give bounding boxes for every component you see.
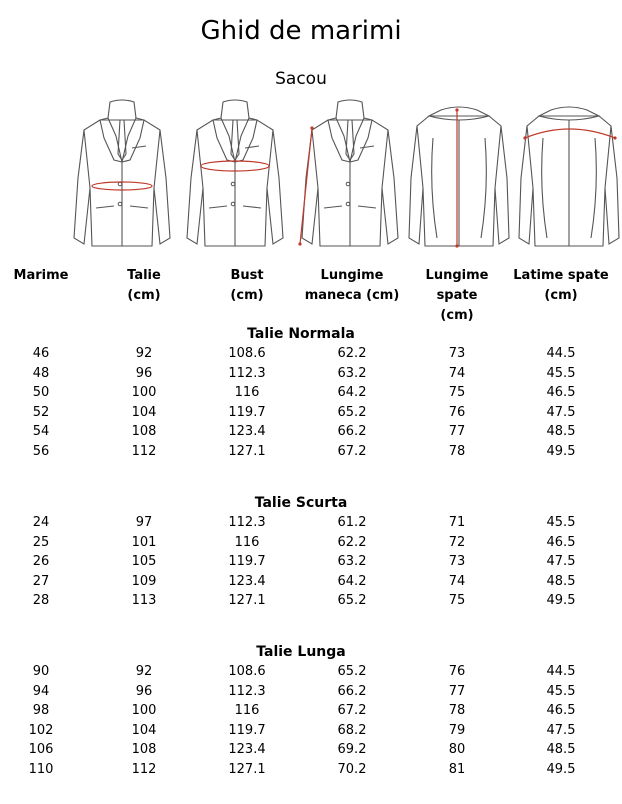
column-header-line: Lungime <box>320 268 384 283</box>
column-header <box>92 266 196 306</box>
table-cell: 44.5 <box>546 346 576 361</box>
column-header-line: (cm) <box>230 288 264 303</box>
table-cell: 127.1 <box>228 593 266 609</box>
page-subtitle: Sacou <box>275 69 327 89</box>
table-cell: 47.5 <box>546 404 576 420</box>
table-cell: 123.4 <box>228 424 266 440</box>
table-cell: 127.1 <box>228 762 266 777</box>
table-cell: 48.5 <box>546 742 576 758</box>
table-cell: 54 <box>32 424 50 440</box>
table-cell: 100 <box>131 703 157 719</box>
table-cell: 71 <box>448 515 466 530</box>
table-cell: 26 <box>32 554 50 570</box>
column-header-line: (cm) <box>440 308 474 323</box>
table-cell: 44.5 <box>546 664 576 679</box>
column-header <box>509 266 613 306</box>
table-cell: 27 <box>32 573 50 589</box>
table-cell: 61.2 <box>337 515 367 530</box>
table-row <box>0 760 622 779</box>
table-cell: 116 <box>234 534 260 550</box>
table-cell: 49.5 <box>546 444 576 459</box>
jacket-sleeve-figure <box>298 98 408 250</box>
table-cell: 112 <box>131 444 157 459</box>
table-cell: 67.2 <box>337 444 367 459</box>
table-cell: 108.6 <box>228 664 266 679</box>
table-cell: 28 <box>32 593 50 609</box>
table-cell: 119.7 <box>228 554 266 570</box>
table-cell: 112.3 <box>228 515 266 530</box>
table-cell: 112.3 <box>228 365 266 381</box>
table-row <box>0 422 622 441</box>
table-cell: 48.5 <box>546 424 576 440</box>
table-row <box>0 721 622 740</box>
table-cell: 46 <box>32 346 50 361</box>
table-cell: 62.2 <box>337 346 367 361</box>
section-title: Talie Scurta <box>254 495 348 511</box>
table-cell: 96 <box>135 683 153 699</box>
table-cell: 98 <box>32 703 50 719</box>
table-row <box>0 662 622 681</box>
table-cell: 49.5 <box>546 762 576 777</box>
table-cell: 75 <box>448 385 466 401</box>
section-title: Talie Normala <box>247 326 355 342</box>
table-row <box>0 591 622 610</box>
table-cell: 45.5 <box>546 515 576 530</box>
table-cell: 100 <box>131 385 157 401</box>
table-cell: 116 <box>234 385 260 401</box>
table-cell: 104 <box>131 404 157 420</box>
table-cell: 97 <box>135 515 153 530</box>
table-cell: 67.2 <box>337 703 367 719</box>
table-cell: 63.2 <box>337 554 367 570</box>
table-cell: 52 <box>32 404 50 420</box>
table-cell: 47.5 <box>546 722 576 738</box>
table-row <box>0 383 622 402</box>
table-cell: 64.2 <box>337 385 367 401</box>
table-cell: 66.2 <box>337 683 367 699</box>
table-cell: 101 <box>131 534 157 550</box>
table-cell: 77 <box>448 424 466 440</box>
table-cell: 110 <box>28 762 54 777</box>
table-cell: 90 <box>32 664 50 679</box>
table-cell: 75 <box>448 593 466 609</box>
table-cell: 65.2 <box>337 664 367 679</box>
column-header-line: (cm) <box>544 288 578 303</box>
section-title: Talie Lunga <box>256 644 346 660</box>
jacket-illustrations <box>70 98 610 250</box>
table-cell: 70.2 <box>337 762 367 777</box>
table-cell: 127.1 <box>228 444 266 459</box>
table-cell: 46.5 <box>546 703 576 719</box>
table-cell: 104 <box>131 722 157 738</box>
table-cell: 108.6 <box>228 346 266 361</box>
column-header-line: Bust <box>230 268 264 283</box>
table-cell: 113 <box>131 593 157 609</box>
table-cell: 109 <box>131 573 157 589</box>
table-cell: 108 <box>131 424 157 440</box>
table-row <box>0 513 622 532</box>
table-cell: 76 <box>448 664 466 679</box>
table-cell: 66.2 <box>337 424 367 440</box>
table-row <box>0 572 622 591</box>
table-cell: 108 <box>131 742 157 758</box>
table-cell: 92 <box>135 664 153 679</box>
column-header-line: Latime spate <box>513 268 609 283</box>
table-cell: 69.2 <box>337 742 367 758</box>
table-cell: 79 <box>448 722 466 738</box>
table-cell: 56 <box>32 444 50 459</box>
table-cell: 112.3 <box>228 683 266 699</box>
table-cell: 77 <box>448 683 466 699</box>
table-cell: 96 <box>135 365 153 381</box>
table-cell: 25 <box>32 534 50 550</box>
column-header-line: Talie <box>127 268 161 283</box>
table-row <box>0 682 622 701</box>
table-cell: 62.2 <box>337 534 367 550</box>
table-cell: 49.5 <box>546 593 576 609</box>
table-row <box>0 552 622 571</box>
table-cell: 47.5 <box>546 554 576 570</box>
table-cell: 119.7 <box>228 404 266 420</box>
table-cell: 76 <box>448 404 466 420</box>
table-cell: 65.2 <box>337 404 367 420</box>
table-cell: 72 <box>448 534 466 550</box>
table-cell: 46.5 <box>546 534 576 550</box>
table-cell: 45.5 <box>546 365 576 381</box>
table-cell: 119.7 <box>228 722 266 738</box>
column-header-line: Marime <box>13 268 69 283</box>
column-header <box>0 266 93 286</box>
column-header <box>300 266 404 306</box>
table-cell: 46.5 <box>546 385 576 401</box>
table-cell: 78 <box>448 444 466 459</box>
column-header <box>405 266 509 326</box>
table-row <box>0 364 622 383</box>
column-header-line: (cm) <box>127 288 161 303</box>
table-cell: 48 <box>32 365 50 381</box>
table-cell: 123.4 <box>228 573 266 589</box>
table-row <box>0 344 622 363</box>
table-cell: 65.2 <box>337 593 367 609</box>
page-title: Ghid de marimi <box>200 16 402 46</box>
table-cell: 63.2 <box>337 365 367 381</box>
table-cell: 48.5 <box>546 573 576 589</box>
jacket-back-length-figure <box>405 98 515 250</box>
table-row <box>0 740 622 759</box>
table-cell: 50 <box>32 385 50 401</box>
column-header-line: spate <box>436 288 478 303</box>
jacket-waist-figure <box>70 98 180 250</box>
table-row <box>0 403 622 422</box>
table-cell: 68.2 <box>337 722 367 738</box>
column-header-line: maneca (cm) <box>304 288 400 303</box>
table-cell: 74 <box>448 365 466 381</box>
table-cell: 73 <box>448 554 466 570</box>
table-cell: 112 <box>131 762 157 777</box>
table-cell: 81 <box>448 762 466 777</box>
table-cell: 74 <box>448 573 466 589</box>
table-row <box>0 701 622 720</box>
table-row <box>0 442 622 461</box>
column-header-line: Lungime <box>425 268 489 283</box>
table-cell: 123.4 <box>228 742 266 758</box>
table-cell: 106 <box>28 742 54 758</box>
table-cell: 102 <box>28 722 54 738</box>
table-cell: 24 <box>32 515 50 530</box>
column-header <box>195 266 299 306</box>
table-cell: 45.5 <box>546 683 576 699</box>
table-row <box>0 533 622 552</box>
jacket-back-width-figure <box>515 98 622 250</box>
table-cell: 80 <box>448 742 466 758</box>
table-cell: 94 <box>32 683 50 699</box>
table-cell: 78 <box>448 703 466 719</box>
table-cell: 64.2 <box>337 573 367 589</box>
table-cell: 116 <box>234 703 260 719</box>
table-cell: 92 <box>135 346 153 361</box>
table-cell: 105 <box>131 554 157 570</box>
table-cell: 73 <box>448 346 466 361</box>
jacket-bust-figure <box>183 98 293 250</box>
